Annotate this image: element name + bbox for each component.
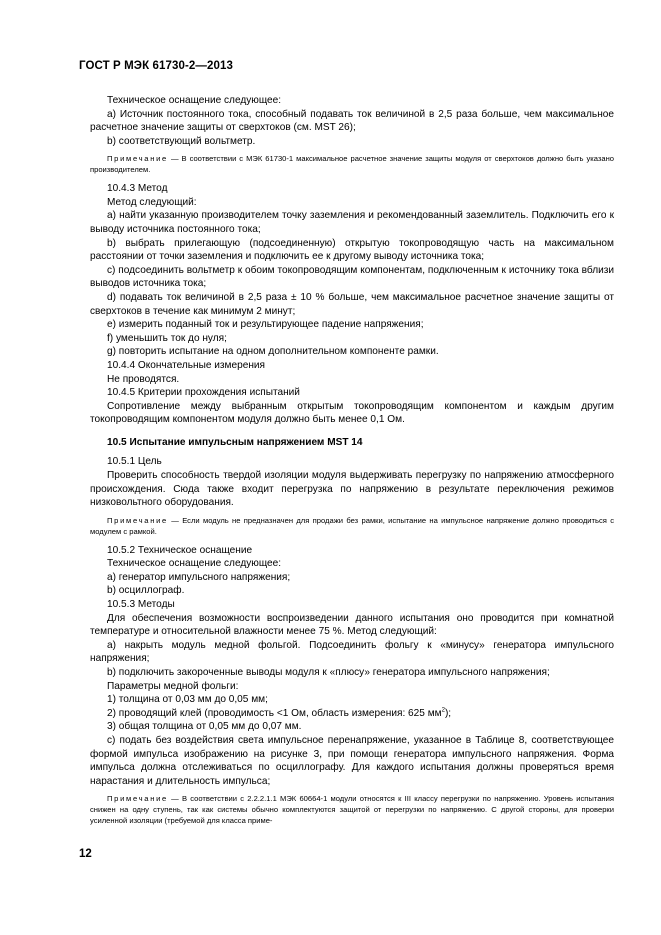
note-label: Примечание <box>107 154 168 164</box>
note-label: Примечание <box>107 515 168 525</box>
section-heading: 10.4.3 Метод <box>107 183 168 195</box>
section-heading: 10.5.3 Методы <box>107 599 175 611</box>
list-item: a) накрыть модуль медной фольгой. Подсоединить фольгу к «минусу» генератора импульсного напряжения; <box>90 639 614 665</box>
paragraph: Сопротивление между выбранным открытым токопроводящим компонентом и каждым другим токопроводящим компонентом модуля должно быть менее 0,1 Ом. <box>90 400 614 426</box>
list-item-text: 2) проводящий клей (проводимость <1 Ом, область измерения: 625 мм <box>107 707 442 719</box>
list-item: g) повторить испытание на одном дополнительном компоненте рамки. <box>107 346 439 358</box>
superscript: 2 <box>441 707 445 714</box>
list-item: c) подсоединить вольтметр к обоим токопроводящим компонентам, подключенным к источнику тока вблизи выводов источника тока; <box>90 264 614 290</box>
paragraph: b) соответствующий вольтметр. <box>107 135 256 147</box>
note <box>90 794 614 827</box>
paragraph: a) Источник постоянного тока, способный подавать ток величиной в 2,5 раза больше, чем максимальное расчетное значение защиты от сверхтоков (см. MST 26); <box>90 108 614 134</box>
note-text: — Если модуль не предназначен для продажи без рамки, испытание на импульсное напряжение должно проводиться с модулем с рамкой. <box>90 515 614 536</box>
note <box>90 516 614 538</box>
note-text: — В соответствии с 2.2.2.1.1 МЭК 60664-1 модули относятся к III классу перегрузки по напряжению. Уровень испытания снижен на одну ступень, так как системы обычно комплектуются защитой от перегрузки по напряжению. С другой стороны, для проверки усиленной изоляции (требуемой для класса приме- <box>90 794 614 826</box>
list-item: 1) толщина от 0,03 мм до 0,05 мм; <box>107 694 268 706</box>
paragraph: Для обеспечения возможности воспроизведении данного испытания оно проводится при комнатной температуре и относительной влажности менее 75 %. Метод следующий: <box>90 612 614 638</box>
list-item: a) генератор импульсного напряжения; <box>107 571 291 583</box>
paragraph: Техническое оснащение следующее: <box>107 95 282 106</box>
page-number: 12 <box>79 848 92 860</box>
list-item: 3) общая толщина от 0,05 мм до 0,07 мм. <box>107 721 302 733</box>
paragraph: Не проводятся. <box>107 373 180 385</box>
list-item: d) подавать ток величиной в 2,5 раза ± 10 % больше, чем максимальное расчетное значение защиты от сверхтоков в течение как минимум 2 минут; <box>90 291 614 317</box>
note <box>90 154 614 176</box>
list-item: c) подать без воздействия света импульсное перенапряжение, указанное в Таблице 8, соответствующее формой импульса изображению на рисунке 3, при помощи генератора импульсного напряжения. Форма импульса должна отслеживаться по осциллографу. Для каждого испытания должны проверяться время нарастания и длительность импульса; <box>90 734 614 787</box>
paragraph: Техническое оснащение следующее: <box>107 558 282 570</box>
page-content <box>90 94 614 827</box>
paragraph: Проверить способность твердой изоляции модуля выдерживать перегрузку по напряжению атмосферного происхождения. Сюда также входит перегрузка по напряжению в результате переключения режимов низковольтного оборудования. <box>90 470 614 509</box>
list-item: a) найти указанную производителем точку заземления и рекомендованный заземлитель. Подключить его к выводу источника постоянного тока; <box>90 210 614 235</box>
section-title: 10.5 Испытание импульсным напряжением MST 14 <box>107 436 363 448</box>
list-item-text-end: ); <box>444 707 452 719</box>
list-item <box>90 707 614 721</box>
list-item: f) уменьшить ток до нуля; <box>107 332 227 344</box>
list-item: b) осциллограф. <box>107 585 185 597</box>
section-heading: 10.5.2 Техническое оснащение <box>107 544 253 556</box>
note-label: Примечание <box>107 794 168 804</box>
section-heading: 10.5.1 Цель <box>107 456 162 468</box>
page-header: ГОСТ Р МЭК 61730-2—2013 <box>79 60 233 72</box>
list-item: b) выбрать прилегающую (подсоединенную) открытую токопроводящую часть на максимальном расстоянии от точки заземления и подключить ее к другому выводу источника тока; <box>90 237 614 263</box>
note-text: — В соответствии с МЭК 61730-1 максимальное расчетное значение защиты модуля от сверхтоков должно быть указано производителем. <box>90 154 614 175</box>
section-heading: 10.4.5 Критерии прохождения испытаний <box>107 387 300 399</box>
paragraph: Параметры медной фольги: <box>107 680 239 692</box>
list-item: e) измерить поданный ток и результирующее падение напряжения; <box>107 319 424 331</box>
section-heading: 10.4.4 Окончательные измерения <box>107 359 265 371</box>
list-item: b) подключить закороченные выводы модуля к «плюсу» генератора импульсного напряжения; <box>107 667 550 678</box>
paragraph: Метод следующий: <box>107 196 197 208</box>
